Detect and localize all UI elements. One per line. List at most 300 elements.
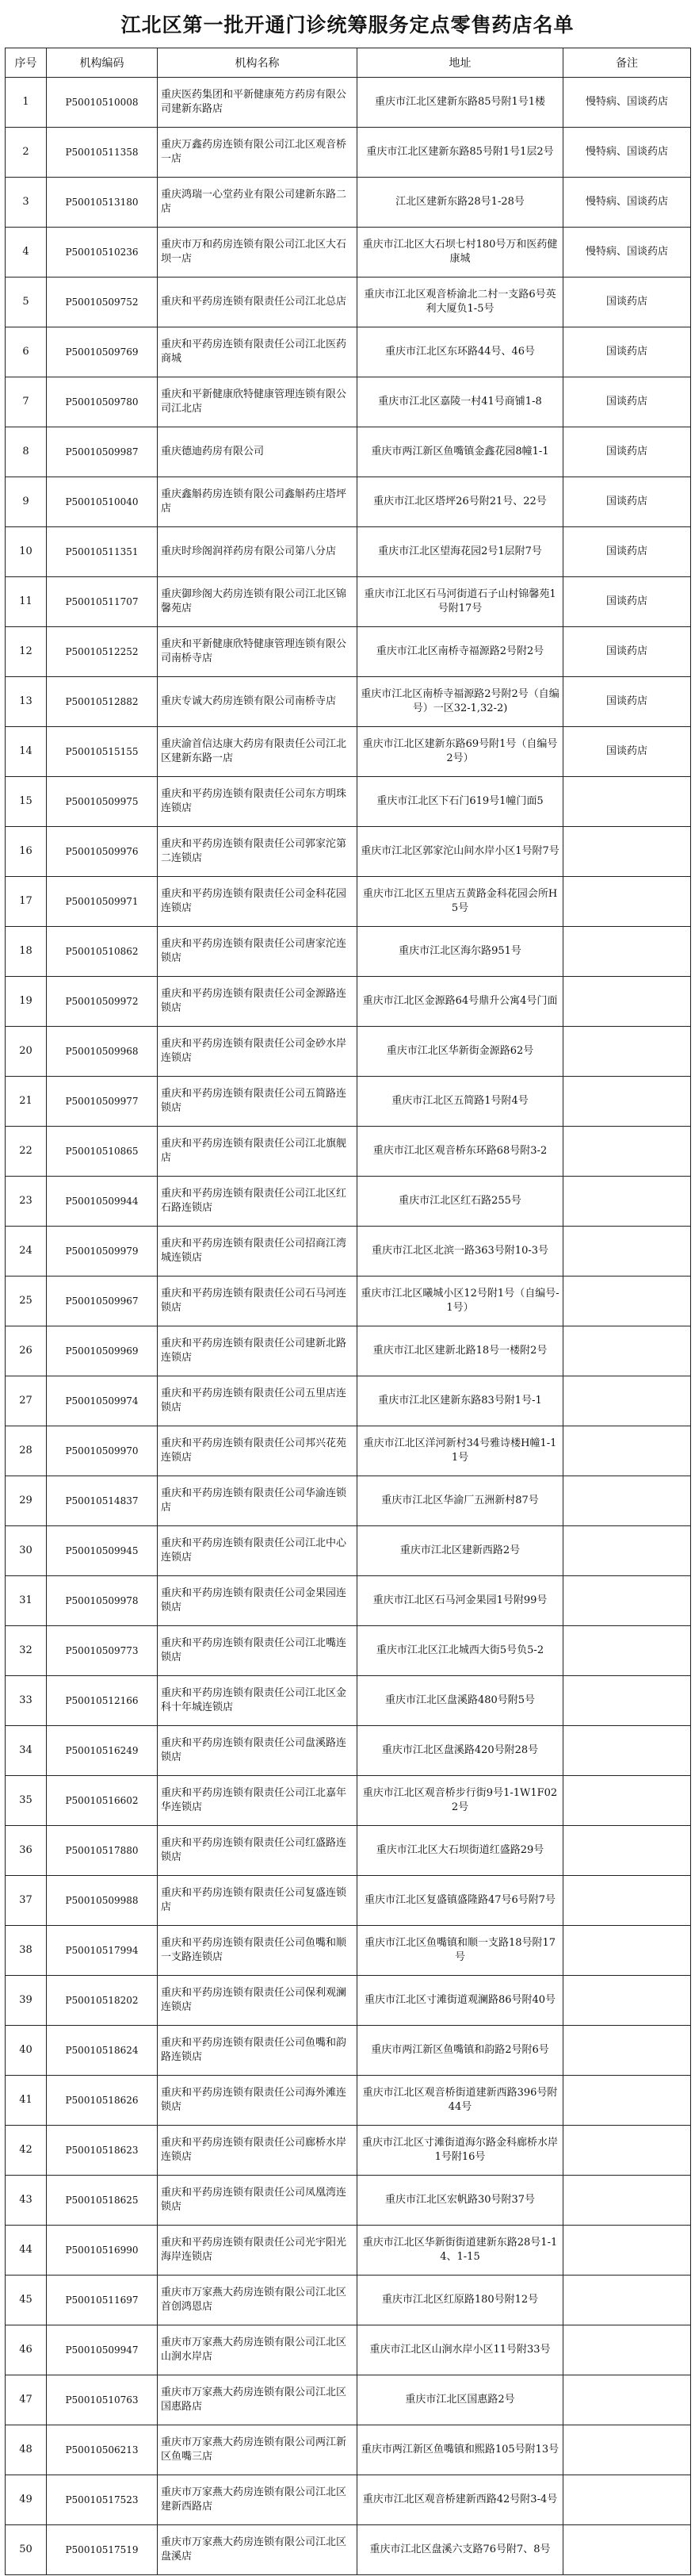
- institution-code-cell: P50010511351: [47, 527, 158, 577]
- header-address: 地址: [357, 48, 563, 78]
- row-number-cell: 38: [6, 1926, 47, 1976]
- table-row: [6, 2375, 691, 2425]
- address-cell: 重庆市江北区观音桥建新西路42号附3-4号: [357, 2475, 563, 2525]
- institution-code-cell: P50010512166: [47, 1676, 158, 1726]
- row-number-cell: 28: [6, 1426, 47, 1476]
- address-cell: 重庆市两江新区鱼嘴镇和熙路105号附13号: [357, 2425, 563, 2475]
- row-number-cell: 23: [6, 1177, 47, 1227]
- table-row: [6, 2176, 691, 2226]
- table-header: [6, 48, 691, 78]
- institution-code-cell: P50010517880: [47, 1826, 158, 1876]
- note-cell: [563, 1476, 691, 1526]
- row-number-cell: 32: [6, 1626, 47, 1676]
- address-cell: 重庆市江北区洋河新村34号雅诗楼H幢1-11号: [357, 1426, 563, 1476]
- table-row: [6, 577, 691, 627]
- address-cell: 重庆市两江新区鱼嘴镇金鑫花园8幢1-1: [357, 427, 563, 477]
- institution-name-cell: 重庆和平药房连锁有限责任公司江北嘴连锁店: [158, 1626, 357, 1676]
- institution-code-cell: P50010511358: [47, 128, 158, 178]
- institution-code-cell: P50010517519: [47, 2525, 158, 2575]
- institution-code-cell: P50010518623: [47, 2126, 158, 2176]
- note-cell: [563, 2475, 691, 2525]
- institution-code-cell: P50010506213: [47, 2425, 158, 2475]
- institution-name-cell: 重庆市万家燕大药房连锁有限公司江北区国惠路店: [158, 2375, 357, 2425]
- note-cell: [563, 1876, 691, 1926]
- address-cell: 重庆市江北区石马河街道石子山村锦馨苑1号附17号: [357, 577, 563, 627]
- note-cell: 慢特病、国谈药店: [563, 178, 691, 228]
- note-cell: [563, 1826, 691, 1876]
- table-row: [6, 927, 691, 977]
- address-cell: 重庆市江北区东环路44号、46号: [357, 327, 563, 377]
- address-cell: 重庆市江北区金源路64号鼎升公寓4号门面: [357, 977, 563, 1027]
- institution-code-cell: P50010509967: [47, 1277, 158, 1326]
- address-cell: 重庆市江北区郭家沱山间水岸小区1号附7号: [357, 827, 563, 877]
- institution-code-cell: P50010509978: [47, 1576, 158, 1626]
- address-cell: 重庆市江北区建新北路18号一楼附2号: [357, 1326, 563, 1376]
- note-cell: [563, 2226, 691, 2276]
- header-row: [6, 48, 691, 78]
- row-number-cell: 8: [6, 427, 47, 477]
- note-cell: [563, 1526, 691, 1576]
- row-number-cell: 20: [6, 1027, 47, 1077]
- note-cell: [563, 1976, 691, 2026]
- institution-name-cell: 重庆和平药房连锁有限责任公司建新北路连锁店: [158, 1326, 357, 1376]
- institution-code-cell: P50010510236: [47, 228, 158, 278]
- institution-code-cell: P50010513180: [47, 178, 158, 228]
- institution-name-cell: 重庆鑫斛药房连锁有限公司鑫斛药庄塔坪店: [158, 477, 357, 527]
- address-cell: 重庆市江北区五简路1号附4号: [357, 1077, 563, 1127]
- institution-name-cell: 重庆御珍阁大药房连锁有限公司江北区锦馨苑店: [158, 577, 357, 627]
- table-row: [6, 677, 691, 727]
- institution-name-cell: 重庆和平药房连锁有限责任公司郭家沱第二连锁店: [158, 827, 357, 877]
- table-row: [6, 2076, 691, 2126]
- institution-code-cell: P50010511707: [47, 577, 158, 627]
- institution-code-cell: P50010517523: [47, 2475, 158, 2525]
- table-row: [6, 1326, 691, 1376]
- table-body: [6, 78, 691, 2575]
- institution-code-cell: P50010509769: [47, 327, 158, 377]
- institution-name-cell: 重庆市万家燕大药房连锁有限公司江北区建新西路店: [158, 2475, 357, 2525]
- table-row: [6, 1476, 691, 1526]
- institution-code-cell: P50010510862: [47, 927, 158, 977]
- row-number-cell: 49: [6, 2475, 47, 2525]
- note-cell: [563, 1227, 691, 1277]
- row-number-cell: 42: [6, 2126, 47, 2176]
- address-cell: 重庆市江北区红石路255号: [357, 1177, 563, 1227]
- note-cell: [563, 2026, 691, 2076]
- table-row: [6, 278, 691, 327]
- row-number-cell: 24: [6, 1227, 47, 1277]
- row-number-cell: 43: [6, 2176, 47, 2226]
- note-cell: [563, 927, 691, 977]
- row-number-cell: 50: [6, 2525, 47, 2575]
- header-no: 序号: [6, 48, 47, 78]
- institution-name-cell: 重庆和平药房连锁有限责任公司江北嘉年华连锁店: [158, 1776, 357, 1826]
- table-row: [6, 1976, 691, 2026]
- institution-code-cell: P50010518202: [47, 1976, 158, 2026]
- address-cell: 重庆市江北区鱼嘴镇和顺一支路18号附17号: [357, 1926, 563, 1976]
- row-number-cell: 7: [6, 377, 47, 427]
- row-number-cell: 40: [6, 2026, 47, 2076]
- table-row: [6, 178, 691, 228]
- institution-name-cell: 重庆和平药房连锁有限责任公司江北区金科十年城连锁店: [158, 1676, 357, 1726]
- address-cell: 重庆市江北区南桥寺福源路2号附2号（自编号）一区32-1,32-2): [357, 677, 563, 727]
- note-cell: [563, 1077, 691, 1127]
- institution-name-cell: 重庆和平药房连锁有限责任公司廊桥水岸连锁店: [158, 2126, 357, 2176]
- institution-code-cell: P50010509979: [47, 1227, 158, 1277]
- table-row: [6, 1426, 691, 1476]
- institution-code-cell: P50010509968: [47, 1027, 158, 1077]
- note-cell: [563, 2325, 691, 2375]
- institution-code-cell: P50010510763: [47, 2375, 158, 2425]
- address-cell: 重庆市江北区盘溪六支路76号附7、8号: [357, 2525, 563, 2575]
- row-number-cell: 29: [6, 1476, 47, 1526]
- row-number-cell: 27: [6, 1376, 47, 1426]
- institution-code-cell: P50010509976: [47, 827, 158, 877]
- institution-name-cell: 重庆鸿瑞一心堂药业有限公司建新东路二店: [158, 178, 357, 228]
- institution-name-cell: 重庆和平药房连锁有限责任公司江北医药商城: [158, 327, 357, 377]
- institution-name-cell: 重庆和平药房连锁有限责任公司凤凰湾连锁店: [158, 2176, 357, 2226]
- table-row: [6, 2126, 691, 2176]
- institution-name-cell: 重庆市万和药房连锁有限公司江北区大石坝一店: [158, 228, 357, 278]
- institution-code-cell: P50010509780: [47, 377, 158, 427]
- row-number-cell: 47: [6, 2375, 47, 2425]
- header-code: 机构编码: [47, 48, 158, 78]
- note-cell: [563, 1626, 691, 1676]
- institution-code-cell: P50010516249: [47, 1726, 158, 1776]
- institution-code-cell: P50010517994: [47, 1926, 158, 1976]
- table-row: [6, 228, 691, 278]
- table-row: [6, 2425, 691, 2475]
- row-number-cell: 15: [6, 777, 47, 827]
- institution-code-cell: P50010509752: [47, 278, 158, 327]
- row-number-cell: 17: [6, 877, 47, 927]
- institution-name-cell: 重庆和平药房连锁有限责任公司东方明珠连锁店: [158, 777, 357, 827]
- institution-name-cell: 重庆和平药房连锁有限责任公司江北旗舰店: [158, 1127, 357, 1177]
- address-cell: 重庆市江北区北滨一路363号附10-3号: [357, 1227, 563, 1277]
- address-cell: 重庆市江北区塔坪26号附21号、22号: [357, 477, 563, 527]
- institution-code-cell: P50010509773: [47, 1626, 158, 1676]
- address-cell: 重庆市江北区观音桥东环路68号附3-2: [357, 1127, 563, 1177]
- table-row: [6, 1826, 691, 1876]
- institution-code-cell: P50010509969: [47, 1326, 158, 1376]
- row-number-cell: 37: [6, 1876, 47, 1926]
- institution-name-cell: 重庆和平药房连锁有限责任公司江北总店: [158, 278, 357, 327]
- address-cell: 重庆市江北区华新街金源路62号: [357, 1027, 563, 1077]
- institution-code-cell: P50010518624: [47, 2026, 158, 2076]
- table-row: [6, 1776, 691, 1826]
- note-cell: [563, 977, 691, 1027]
- row-number-cell: 44: [6, 2226, 47, 2276]
- institution-name-cell: 重庆和平药房连锁有限责任公司鱼嘴和顺一支路连锁店: [158, 1926, 357, 1976]
- row-number-cell: 39: [6, 1976, 47, 2026]
- note-cell: [563, 2425, 691, 2475]
- address-cell: 重庆市江北区建新东路83号附1号-1: [357, 1376, 563, 1426]
- row-number-cell: 19: [6, 977, 47, 1027]
- table-row: [6, 1626, 691, 1676]
- table-row: [6, 1376, 691, 1426]
- address-cell: 重庆市江北区海尔路951号: [357, 927, 563, 977]
- note-cell: 国谈药店: [563, 677, 691, 727]
- table-row: [6, 1726, 691, 1776]
- row-number-cell: 46: [6, 2325, 47, 2375]
- address-cell: 江北区建新东路28号1-28号: [357, 178, 563, 228]
- institution-code-cell: P50010510040: [47, 477, 158, 527]
- table-row: [6, 128, 691, 178]
- address-cell: 重庆市江北区建新西路2号: [357, 1526, 563, 1576]
- institution-name-cell: 重庆和平药房连锁有限责任公司石马河连锁店: [158, 1277, 357, 1326]
- institution-name-cell: 重庆和平药房连锁有限责任公司盘溪路连锁店: [158, 1726, 357, 1776]
- institution-code-cell: P50010510008: [47, 78, 158, 128]
- table-row: [6, 1277, 691, 1326]
- row-number-cell: 48: [6, 2425, 47, 2475]
- address-cell: 重庆市江北区山涧水岸小区11号附33号: [357, 2325, 563, 2375]
- page-title: 江北区第一批开通门诊统筹服务定点零售药店名单: [120, 13, 575, 36]
- address-cell: 重庆市江北区曦城小区12号附1号（自编号-1号）: [357, 1277, 563, 1326]
- institution-name-cell: 重庆和平药房连锁有限责任公司招商江湾城连锁店: [158, 1227, 357, 1277]
- institution-code-cell: P50010509970: [47, 1426, 158, 1476]
- institution-name-cell: 重庆和平药房连锁有限责任公司红盛路连锁店: [158, 1826, 357, 1876]
- institution-code-cell: P50010512882: [47, 677, 158, 727]
- institution-name-cell: 重庆万鑫药房连锁有限公司江北区观音桥一店: [158, 128, 357, 178]
- address-cell: 重庆市江北区江北城西大街5号负5-2: [357, 1626, 563, 1676]
- row-number-cell: 45: [6, 2276, 47, 2325]
- row-number-cell: 33: [6, 1676, 47, 1726]
- institution-code-cell: P50010510865: [47, 1127, 158, 1177]
- institution-name-cell: 重庆和平药房连锁有限责任公司金果园连锁店: [158, 1576, 357, 1626]
- institution-name-cell: 重庆和平药房连锁有限责任公司江北中心连锁店: [158, 1526, 357, 1576]
- row-number-cell: 34: [6, 1726, 47, 1776]
- row-number-cell: 13: [6, 677, 47, 727]
- institution-name-cell: 重庆和平药房连锁有限责任公司华渝连锁店: [158, 1476, 357, 1526]
- address-cell: 重庆市江北区盘溪路480号附5号: [357, 1676, 563, 1726]
- table-row: [6, 1227, 691, 1277]
- address-cell: 重庆市江北区红原路180号附12号: [357, 2276, 563, 2325]
- address-cell: 重庆市江北区华渝厂五洲新村87号: [357, 1476, 563, 1526]
- table-row: [6, 78, 691, 128]
- note-cell: [563, 1676, 691, 1726]
- row-number-cell: 16: [6, 827, 47, 877]
- row-number-cell: 18: [6, 927, 47, 977]
- institution-name-cell: 重庆和平新健康欣特健康管理连锁有限公司南桥寺店: [158, 627, 357, 677]
- note-cell: 国谈药店: [563, 377, 691, 427]
- institution-code-cell: P50010509988: [47, 1876, 158, 1926]
- row-number-cell: 12: [6, 627, 47, 677]
- institution-code-cell: P50010509977: [47, 1077, 158, 1127]
- institution-code-cell: P50010518626: [47, 2076, 158, 2126]
- address-cell: 重庆市江北区大石坝街道红盛路29号: [357, 1826, 563, 1876]
- institution-code-cell: P50010509972: [47, 977, 158, 1027]
- institution-name-cell: 重庆和平药房连锁有限责任公司五里店连锁店: [158, 1376, 357, 1426]
- table-row: [6, 2325, 691, 2375]
- table-row: [6, 1926, 691, 1976]
- row-number-cell: 2: [6, 128, 47, 178]
- note-cell: [563, 1027, 691, 1077]
- institution-name-cell: 重庆和平药房连锁有限责任公司复盛连锁店: [158, 1876, 357, 1926]
- table-row: [6, 1876, 691, 1926]
- institution-code-cell: P50010509947: [47, 2325, 158, 2375]
- institution-name-cell: 重庆市万家燕大药房连锁有限公司江北区盘溪店: [158, 2525, 357, 2575]
- row-number-cell: 30: [6, 1526, 47, 1576]
- address-cell: 重庆市江北区观音桥渝北二村一支路6号英利大厦负1-5号: [357, 278, 563, 327]
- table-row: [6, 977, 691, 1027]
- institution-name-cell: 重庆和平药房连锁有限责任公司五简路连锁店: [158, 1077, 357, 1127]
- row-number-cell: 22: [6, 1127, 47, 1177]
- note-cell: [563, 1277, 691, 1326]
- row-number-cell: 3: [6, 178, 47, 228]
- row-number-cell: 10: [6, 527, 47, 577]
- address-cell: 重庆市江北区复盛镇盛隆路47号6号附7号: [357, 1876, 563, 1926]
- row-number-cell: 14: [6, 727, 47, 777]
- note-cell: [563, 877, 691, 927]
- note-cell: 国谈药店: [563, 627, 691, 677]
- table-row: [6, 2226, 691, 2276]
- note-cell: [563, 1726, 691, 1776]
- institution-name-cell: 重庆和平药房连锁有限责任公司江北区红石路连锁店: [158, 1177, 357, 1227]
- note-cell: 慢特病、国谈药店: [563, 128, 691, 178]
- note-cell: [563, 1177, 691, 1227]
- institution-name-cell: 重庆和平药房连锁有限责任公司金源路连锁店: [158, 977, 357, 1027]
- note-cell: [563, 1127, 691, 1177]
- institution-code-cell: P50010518625: [47, 2176, 158, 2226]
- table-row: [6, 427, 691, 477]
- institution-name-cell: 重庆和平药房连锁有限责任公司金科花园连锁店: [158, 877, 357, 927]
- note-cell: [563, 1776, 691, 1826]
- institution-code-cell: P50010509975: [47, 777, 158, 827]
- address-cell: 重庆市江北区大石坝七村180号万和医药健康城: [357, 228, 563, 278]
- note-cell: [563, 2525, 691, 2575]
- institution-name-cell: 重庆和平新健康欣特健康管理连锁有限公司江北店: [158, 377, 357, 427]
- row-number-cell: 1: [6, 78, 47, 128]
- institution-name-cell: 重庆市万家燕大药房连锁有限公司两江新区鱼嘴三店: [158, 2425, 357, 2475]
- address-cell: 重庆市江北区五里店五黄路金科花园会所H5号: [357, 877, 563, 927]
- note-cell: [563, 1376, 691, 1426]
- table-row: [6, 527, 691, 577]
- note-cell: [563, 777, 691, 827]
- table-row: [6, 377, 691, 427]
- row-number-cell: 26: [6, 1326, 47, 1376]
- institution-code-cell: P50010512252: [47, 627, 158, 677]
- institution-name-cell: 重庆和平药房连锁有限责任公司海外滩连锁店: [158, 2076, 357, 2126]
- table-row: [6, 627, 691, 677]
- institution-name-cell: 重庆和平药房连锁有限责任公司邦兴花苑连锁店: [158, 1426, 357, 1476]
- table-row: [6, 877, 691, 927]
- note-cell: [563, 827, 691, 877]
- table-row: [6, 1526, 691, 1576]
- address-cell: 重庆市江北区石马河金果园1号附99号: [357, 1576, 563, 1626]
- institution-code-cell: P50010509974: [47, 1376, 158, 1426]
- table-row: [6, 2475, 691, 2525]
- row-number-cell: 31: [6, 1576, 47, 1626]
- institution-name-cell: 重庆和平药房连锁有限责任公司鱼嘴和韵路连锁店: [158, 2026, 357, 2076]
- header-note: 备注: [563, 48, 691, 78]
- pharmacy-table: [5, 48, 691, 2575]
- row-number-cell: 9: [6, 477, 47, 527]
- institution-code-cell: P50010509945: [47, 1526, 158, 1576]
- note-cell: 国谈药店: [563, 278, 691, 327]
- institution-name-cell: 重庆医药集团和平新健康苑方药房有限公司建新东路店: [158, 78, 357, 128]
- institution-code-cell: P50010516990: [47, 2226, 158, 2276]
- institution-code-cell: P50010516602: [47, 1776, 158, 1826]
- note-cell: 慢特病、国谈药店: [563, 228, 691, 278]
- note-cell: 国谈药店: [563, 727, 691, 777]
- row-number-cell: 4: [6, 228, 47, 278]
- table-row: [6, 1027, 691, 1077]
- institution-name-cell: 重庆和平药房连锁有限责任公司保利观澜连锁店: [158, 1976, 357, 2026]
- note-cell: [563, 2375, 691, 2425]
- table-row: [6, 827, 691, 877]
- table-row: [6, 727, 691, 777]
- table-row: [6, 1576, 691, 1626]
- note-cell: 慢特病、国谈药店: [563, 78, 691, 128]
- address-cell: 重庆市江北区建新东路69号附1号（自编号2号）: [357, 727, 563, 777]
- row-number-cell: 41: [6, 2076, 47, 2126]
- note-cell: 国谈药店: [563, 427, 691, 477]
- address-cell: 重庆市江北区寸滩街道观澜路86号附40号: [357, 1976, 563, 2026]
- table-row: [6, 1676, 691, 1726]
- address-cell: 重庆市两江新区鱼嘴镇和韵路2号附6号: [357, 2026, 563, 2076]
- institution-name-cell: 重庆专诚大药房连锁有限公司南桥寺店: [158, 677, 357, 727]
- table-row: [6, 2276, 691, 2325]
- address-cell: 重庆市江北区国惠路2号: [357, 2375, 563, 2425]
- table-row: [6, 477, 691, 527]
- institution-name-cell: 重庆德迪药房有限公司: [158, 427, 357, 477]
- address-cell: 重庆市江北区建新东路85号附1号1层2号: [357, 128, 563, 178]
- institution-name-cell: 重庆市万家燕大药房连锁有限公司江北区首创鸿恩店: [158, 2276, 357, 2325]
- row-number-cell: 25: [6, 1277, 47, 1326]
- institution-name-cell: 重庆渝首信达康大药房有限责任公司江北区建新东路一店: [158, 727, 357, 777]
- header-name: 机构名称: [158, 48, 357, 78]
- institution-code-cell: P50010509944: [47, 1177, 158, 1227]
- table-row: [6, 1077, 691, 1127]
- row-number-cell: 35: [6, 1776, 47, 1826]
- row-number-cell: 11: [6, 577, 47, 627]
- address-cell: 重庆市江北区建新东路85号附1号1楼: [357, 78, 563, 128]
- institution-name-cell: 重庆和平药房连锁有限责任公司金砂水岸连锁店: [158, 1027, 357, 1077]
- table-row: [6, 2525, 691, 2575]
- address-cell: 重庆市江北区观音桥街道建新西路396号附44号: [357, 2076, 563, 2126]
- note-cell: 国谈药店: [563, 577, 691, 627]
- table-row: [6, 1127, 691, 1177]
- address-cell: 重庆市江北区观音桥步行街9号1-1W1F022号: [357, 1776, 563, 1826]
- note-cell: [563, 1426, 691, 1476]
- institution-code-cell: P50010514837: [47, 1476, 158, 1526]
- row-number-cell: 5: [6, 278, 47, 327]
- institution-name-cell: 重庆和平药房连锁有限责任公司光宇阳光海岸连锁店: [158, 2226, 357, 2276]
- address-cell: 重庆市江北区嘉陵一村41号商铺1-8: [357, 377, 563, 427]
- institution-name-cell: 重庆时珍阁润祥药房有限公司第八分店: [158, 527, 357, 577]
- address-cell: 重庆市江北区下石门619号1幢门面5: [357, 777, 563, 827]
- table-row: [6, 1177, 691, 1227]
- institution-name-cell: 重庆市万家燕大药房连锁有限公司江北区山涧水岸店: [158, 2325, 357, 2375]
- institution-code-cell: P50010511697: [47, 2276, 158, 2325]
- row-number-cell: 21: [6, 1077, 47, 1127]
- institution-name-cell: 重庆和平药房连锁有限责任公司唐家沱连锁店: [158, 927, 357, 977]
- address-cell: 重庆市江北区宏帆路30号附37号: [357, 2176, 563, 2226]
- address-cell: 重庆市江北区寸滩街道海尔路金科廊桥水岸1号附16号: [357, 2126, 563, 2176]
- table-row: [6, 777, 691, 827]
- institution-code-cell: P50010515155: [47, 727, 158, 777]
- note-cell: 国谈药店: [563, 327, 691, 377]
- address-cell: 重庆市江北区南桥寺福源路2号附2号: [357, 627, 563, 677]
- institution-code-cell: P50010509971: [47, 877, 158, 927]
- note-cell: [563, 1926, 691, 1976]
- table-row: [6, 2026, 691, 2076]
- address-cell: 重庆市江北区华新街街道建新东路28号1-14、1-15: [357, 2226, 563, 2276]
- row-number-cell: 36: [6, 1826, 47, 1876]
- row-number-cell: 6: [6, 327, 47, 377]
- note-cell: [563, 2076, 691, 2126]
- note-cell: 国谈药店: [563, 527, 691, 577]
